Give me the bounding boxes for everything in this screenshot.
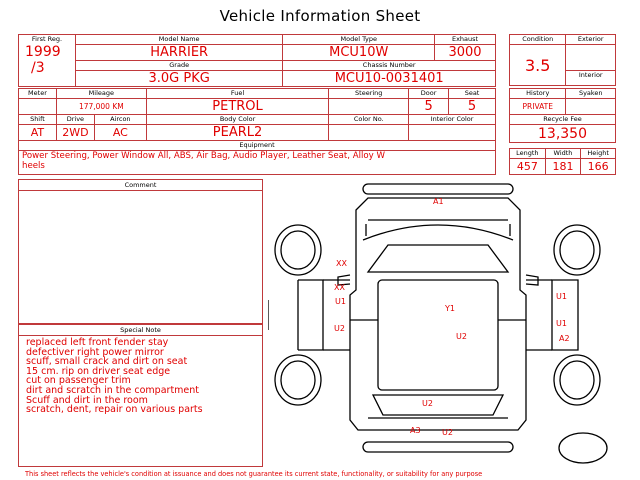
chassis-value: MCU10-0031401: [283, 71, 496, 87]
width-value: 181: [545, 159, 581, 175]
special-note-line: cut on passenger trim: [26, 375, 131, 387]
interior-color-value: [409, 125, 496, 141]
front-right-wheel-icon: [554, 225, 600, 275]
damage-mark-u1: U1: [556, 292, 567, 301]
recycle-fee-label: Recycle Fee: [510, 115, 616, 125]
special-note-line: Scuff and dirt in the room: [26, 394, 148, 406]
front-left-wheel-icon: [275, 225, 321, 275]
special-note-line: replaced left front fender stay: [26, 337, 169, 348]
fuel-label: Fuel: [146, 89, 329, 99]
damage-mark-xx: XX: [336, 259, 347, 268]
interior-color-label: Interior Color: [409, 115, 496, 125]
damage-mark-a1: A1: [433, 197, 444, 206]
aircon-value: AC: [94, 125, 146, 141]
shift-value: AT: [19, 125, 57, 141]
rear-left-wheel-icon: [275, 355, 321, 405]
special-note-line: defectiver right power mirror: [26, 346, 164, 358]
body-color-label: Body Color: [146, 115, 329, 125]
special-note-line: scratch, dent, repair on various parts: [26, 404, 203, 416]
height-label: Height: [581, 149, 616, 159]
history-value: PRIVATE: [510, 99, 566, 115]
equipment-label: Equipment: [19, 141, 496, 151]
door-value: 5: [409, 99, 449, 115]
exhaust-label: Exhaust: [435, 35, 496, 45]
body-color-value: PEARL2: [146, 125, 329, 141]
history-table: [509, 88, 616, 143]
condition-label: Condition: [510, 35, 566, 45]
special-note-line: dirt and scratch in the compartment: [26, 384, 200, 396]
seat-value: 5: [449, 99, 496, 115]
chassis-label: Chassis Number: [283, 61, 496, 71]
condition-value: 3.5: [510, 45, 566, 86]
special-note-box: [18, 324, 263, 467]
page-title: Vehicle Information Sheet: [219, 7, 421, 25]
drive-value: 2WD: [56, 125, 94, 141]
fuel-value: PETROL: [146, 99, 329, 115]
exterior-value: [566, 45, 616, 71]
damage-mark-a3: A3: [410, 426, 421, 435]
grade-value: 3.0G PKG: [75, 71, 282, 87]
damage-mark-u2: U2: [456, 332, 467, 341]
vehicle-body-table: [18, 114, 496, 175]
interior-label: Interior: [566, 71, 616, 86]
damage-mark-u1: U1: [556, 319, 567, 328]
recycle-fee-value: 13,350: [510, 125, 616, 143]
first-reg-year: 1999: [25, 44, 61, 60]
special-note-line: scuff, small crack and dirt on seat: [26, 356, 188, 368]
model-name-value: HARRIER: [75, 45, 282, 61]
meter-label: Meter: [19, 89, 57, 99]
spare-wheel-icon: [559, 433, 607, 463]
comment-box: [18, 179, 263, 324]
steering-value: [329, 99, 409, 115]
seat-label: Seat: [449, 89, 496, 99]
damage-mark-a2: A2: [559, 334, 570, 343]
special-note-line: 15 cm. rip on driver seat edge: [26, 365, 171, 377]
mileage-value: 177,000 KM: [56, 99, 146, 115]
first-reg-month: /3: [31, 60, 45, 76]
length-label: Length: [510, 149, 546, 159]
model-type-label: Model Type: [283, 35, 435, 45]
damage-mark-u2: U2: [442, 428, 453, 437]
damage-mark-y1: Y1: [445, 304, 455, 313]
door-label: Door: [409, 89, 449, 99]
damage-mark-u2: U2: [422, 399, 433, 408]
exterior-label: Exterior: [566, 35, 616, 45]
car-damage-diagram: [268, 180, 618, 466]
comment-label: Comment: [19, 180, 262, 191]
equipment-line-2: heels: [22, 161, 45, 171]
height-value: 166: [581, 159, 616, 175]
damage-mark-u1: U1: [335, 297, 346, 306]
first-reg-label: First Reg.: [31, 35, 63, 43]
color-no-value: [329, 125, 409, 141]
model-type-value: MCU10W: [283, 45, 435, 61]
exhaust-value: 3000: [435, 45, 496, 61]
aircon-label: Aircon: [94, 115, 146, 125]
syaken-value: [566, 99, 616, 115]
condition-table: [509, 34, 616, 86]
grade-label: Grade: [75, 61, 282, 71]
drive-label: Drive: [56, 115, 94, 125]
color-no-label: Color No.: [329, 115, 409, 125]
mileage-label: Mileage: [56, 89, 146, 99]
length-value: 457: [510, 159, 546, 175]
width-label: Width: [545, 149, 581, 159]
equipment-line-1: Power Steering, Power Window All, ABS, Air Bag, Audio Player, Leather Seat, Alloy W: [22, 151, 385, 161]
vehicle-specs-table: [18, 88, 496, 115]
model-name-label: Model Name: [75, 35, 282, 45]
meter-value: [19, 99, 57, 115]
special-note-label: Special Note: [19, 325, 262, 336]
syaken-label: Syaken: [566, 89, 616, 99]
vehicle-info-table: [18, 34, 496, 87]
rear-right-wheel-icon: [554, 355, 600, 405]
dimensions-table: [509, 148, 616, 175]
damage-mark-u2: U2: [334, 324, 345, 333]
disclaimer-footer: This sheet reflects the vehicle's condition at issuance and does not guarantee its current state, functionality, or suitability for any purpose: [25, 470, 483, 478]
damage-mark-xx: XX: [334, 283, 345, 292]
steering-label: Steering: [329, 89, 409, 99]
shift-label: Shift: [19, 115, 57, 125]
history-label: History: [510, 89, 566, 99]
